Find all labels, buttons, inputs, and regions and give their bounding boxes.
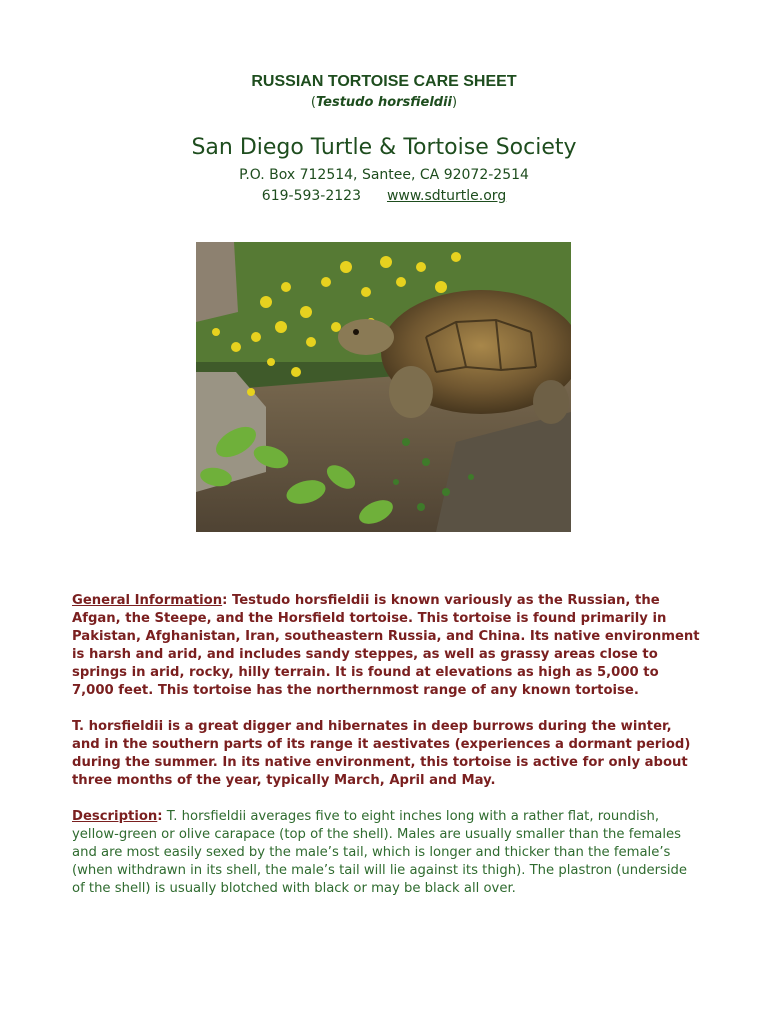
- general-information-colon: :: [222, 593, 228, 608]
- mailing-address: P.O. Box 712514, Santee, CA 92072-2514: [239, 167, 529, 183]
- description-paragraph: [72, 808, 702, 898]
- subtitle-close-paren: ): [452, 95, 458, 110]
- tortoise-photo-icon: [196, 242, 571, 532]
- general-information-text: Testudo horsfieldii is known variously as the Russian, the Afgan, the Steepe, and the Horsfield tortoise. This tortoise is found primarily in Pakistan, Afghanistan, Iran, southeastern Russia, and China. Its native environment is harsh and arid, and includes sandy steppes, as well as grassy areas close to springs in arid, rocky, hilly terrain. It is found at elevations as high as 5,000 to 7,000 feet. This tortoise has the northernmost range of any known tortoise.: [72, 593, 700, 698]
- subtitle-scientific-name: Testudo horsfieldii: [315, 95, 453, 110]
- general-information-paragraph: [72, 592, 702, 700]
- subtitle-open-paren: (: [310, 95, 316, 110]
- page-title: RUSSIAN TORTOISE CARE SHEET: [251, 73, 517, 90]
- digger-paragraph: T. horsfieldii is a great digger and hibernates in deep burrows during the winter, and in the southern parts of its range it aestivates (experiences a dormant period) during the summer. In its native environment, this tortoise is active for only about three months of the year, typically March, April and May.: [72, 719, 691, 788]
- scientific-name: [0, 95, 768, 110]
- description-colon: :: [157, 809, 163, 824]
- description-text: T. horsfieldii averages five to eight inches long with a rather flat, roundish, yellow-green or olive carapace (top of the shell). Males are usually smaller than the females and are most easily sexed by the male’s tail, which is longer and thicker than the female’s (when withdrawn in its shell, the male’s tail will lie against its thigh). The plastron (underside of the shell) is usually blotched with black or may be black all over.: [72, 809, 688, 896]
- contact-line: [0, 188, 768, 204]
- organization-name: San Diego Turtle & Tortoise Society: [191, 135, 577, 160]
- phone-number: 619-593-2123: [261, 188, 361, 204]
- tortoise-photo: [196, 242, 571, 532]
- website-link[interactable]: www.sdturtle.org: [386, 188, 507, 204]
- general-information-heading: General Information: [72, 593, 223, 608]
- description-heading: Description: [72, 809, 158, 824]
